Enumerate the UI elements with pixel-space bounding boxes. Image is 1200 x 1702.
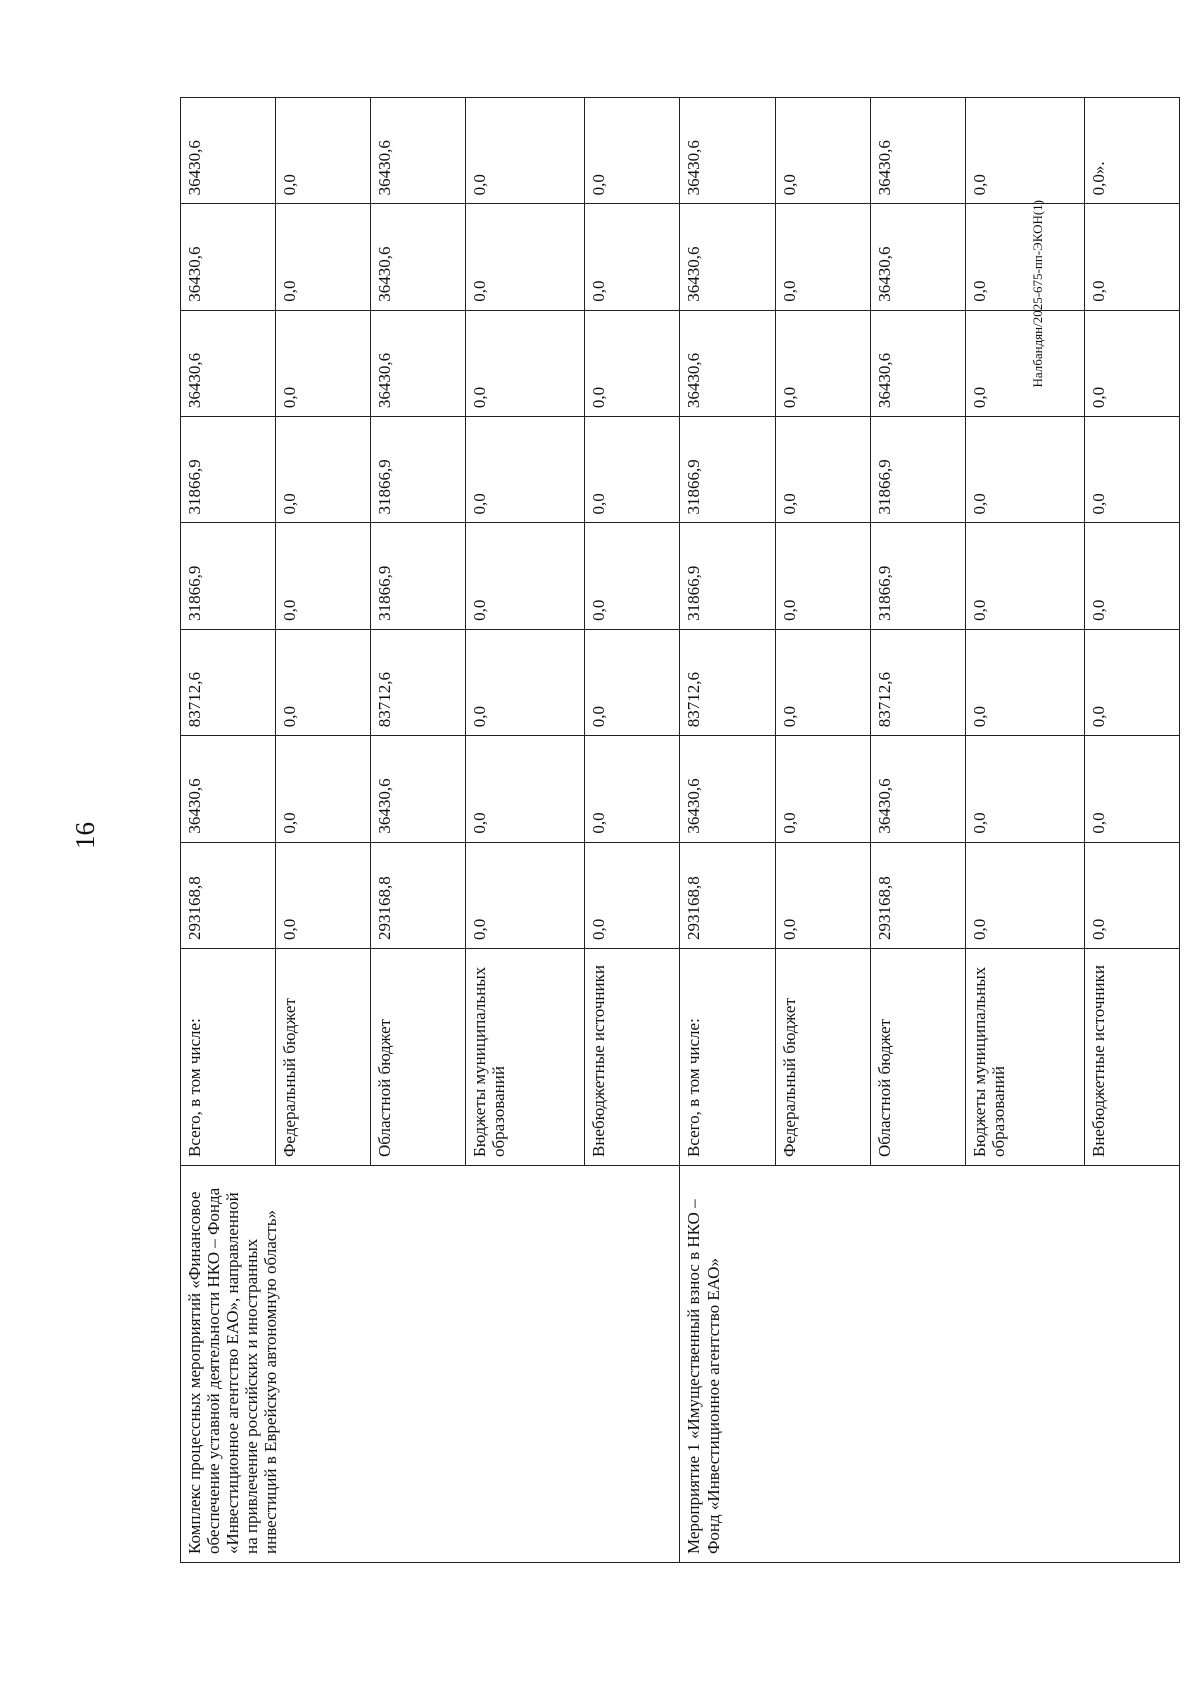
value-cell: 36430,6: [680, 736, 775, 842]
value-cell: 0,0: [965, 417, 1084, 523]
value-cell: 0,0: [585, 523, 680, 629]
value-cell: 31866,9: [371, 523, 466, 629]
value-cell: 0,0: [1084, 523, 1179, 629]
value-cell: 0,0: [965, 736, 1084, 842]
source-cell: Внебюджетные источники: [585, 949, 680, 1166]
value-cell: 0,0: [775, 204, 870, 310]
value-cell: 0,0: [276, 204, 371, 310]
value-cell: 0,0: [466, 98, 585, 204]
source-cell: Внебюджетные источники: [1084, 949, 1179, 1166]
value-cell: 0,0: [965, 629, 1084, 735]
value-cell: 0,0: [1084, 204, 1179, 310]
value-cell: 36430,6: [870, 204, 965, 310]
value-cell: 0,0: [1084, 417, 1179, 523]
value-cell: 0,0: [466, 523, 585, 629]
value-cell: 293168,8: [680, 842, 775, 948]
value-cell: 0,0: [585, 629, 680, 735]
value-cell: 36430,6: [680, 98, 775, 204]
value-cell: 0,0: [775, 629, 870, 735]
value-cell: 31866,9: [371, 417, 466, 523]
page-number: 16: [70, 822, 100, 849]
value-cell: 31866,9: [181, 523, 276, 629]
value-cell: 0,0: [276, 523, 371, 629]
value-cell: 36430,6: [371, 204, 466, 310]
value-cell: 31866,9: [870, 417, 965, 523]
value-cell: 0,0: [276, 629, 371, 735]
source-cell: Всего, в том числе:: [181, 949, 276, 1166]
value-cell: 0,0: [276, 98, 371, 204]
source-cell: Бюджеты муниципальных образований: [466, 949, 585, 1166]
value-cell: 0,0: [965, 523, 1084, 629]
value-cell: 0,0: [965, 310, 1084, 416]
value-cell: 36430,6: [870, 310, 965, 416]
value-cell: 36430,6: [870, 98, 965, 204]
value-cell: 0,0: [585, 842, 680, 948]
table-row: [181, 98, 276, 1563]
value-cell: 293168,8: [181, 842, 276, 948]
funding-table: [180, 97, 1180, 1563]
source-cell: Бюджеты муниципальных образований: [965, 949, 1084, 1166]
value-cell: 0,0: [775, 736, 870, 842]
value-cell: 0,0: [1084, 310, 1179, 416]
source-cell: Областной бюджет: [371, 949, 466, 1166]
value-cell: 0,0: [466, 842, 585, 948]
value-cell: 0,0: [276, 417, 371, 523]
value-cell: 0,0: [585, 310, 680, 416]
value-cell: 0,0: [585, 736, 680, 842]
value-cell: 0,0: [965, 204, 1084, 310]
source-cell: Федеральный бюджет: [276, 949, 371, 1166]
value-cell: 83712,6: [181, 629, 276, 735]
value-cell: 83712,6: [680, 629, 775, 735]
value-cell: 31866,9: [680, 417, 775, 523]
value-cell: 0,0: [965, 842, 1084, 948]
value-cell: 0,0: [466, 629, 585, 735]
source-cell: Областной бюджет: [870, 949, 965, 1166]
value-cell: 31866,9: [680, 523, 775, 629]
value-cell: 0,0: [585, 417, 680, 523]
value-cell: 36430,6: [680, 310, 775, 416]
value-cell: 31866,9: [181, 417, 276, 523]
value-cell: 36430,6: [371, 736, 466, 842]
value-cell: 0,0: [276, 736, 371, 842]
value-cell: 36430,6: [181, 204, 276, 310]
value-cell: 36430,6: [870, 736, 965, 842]
source-cell: Всего, в том числе:: [680, 949, 775, 1166]
value-cell: 0,0: [775, 310, 870, 416]
table-row: [680, 98, 775, 1563]
value-cell: 36430,6: [181, 736, 276, 842]
value-cell: 0,0: [775, 523, 870, 629]
group-name-cell: Мероприятие 1 «Имущественный взнос в НКО – Фонд «Инвестиционное агентство ЕАО»: [680, 1166, 1180, 1563]
value-cell: 293168,8: [371, 842, 466, 948]
value-cell: 0,0: [775, 98, 870, 204]
value-cell: 36430,6: [680, 204, 775, 310]
value-cell: 83712,6: [371, 629, 466, 735]
value-cell: 0,0: [1084, 629, 1179, 735]
value-cell: 36430,6: [181, 310, 276, 416]
value-cell: 83712,6: [870, 629, 965, 735]
value-cell: 36430,6: [181, 98, 276, 204]
value-cell: 0,0: [276, 842, 371, 948]
source-cell: Федеральный бюджет: [775, 949, 870, 1166]
document-code: Налбандян/2025-675-пп-ЭКОН(1): [1030, 200, 1045, 388]
value-cell: 0,0: [276, 310, 371, 416]
value-cell: 0,0: [466, 310, 585, 416]
value-cell: 0,0: [585, 98, 680, 204]
value-cell: 0,0: [585, 204, 680, 310]
group-name-cell: Комплекс процессных мероприятий «Финансовое обеспечение уставной деятельности НКО – Фонда «Инвестиционное агентство ЕАО», направленной на привлечение российских и иностранных инвестиций в Еврейскую автономную область»: [181, 1166, 680, 1563]
value-cell: 0,0: [775, 417, 870, 523]
value-cell: 31866,9: [870, 523, 965, 629]
funding-table-wrapper: [180, 97, 1180, 1563]
value-cell: 0,0: [1084, 736, 1179, 842]
value-cell: 293168,8: [870, 842, 965, 948]
value-cell: 0,0: [466, 204, 585, 310]
value-cell: 0,0: [775, 842, 870, 948]
value-cell: 0,0».: [1084, 98, 1179, 204]
value-cell: 0,0: [1084, 842, 1179, 948]
value-cell: 0,0: [965, 98, 1084, 204]
value-cell: 36430,6: [371, 98, 466, 204]
value-cell: 0,0: [466, 736, 585, 842]
value-cell: 36430,6: [371, 310, 466, 416]
value-cell: 0,0: [466, 417, 585, 523]
